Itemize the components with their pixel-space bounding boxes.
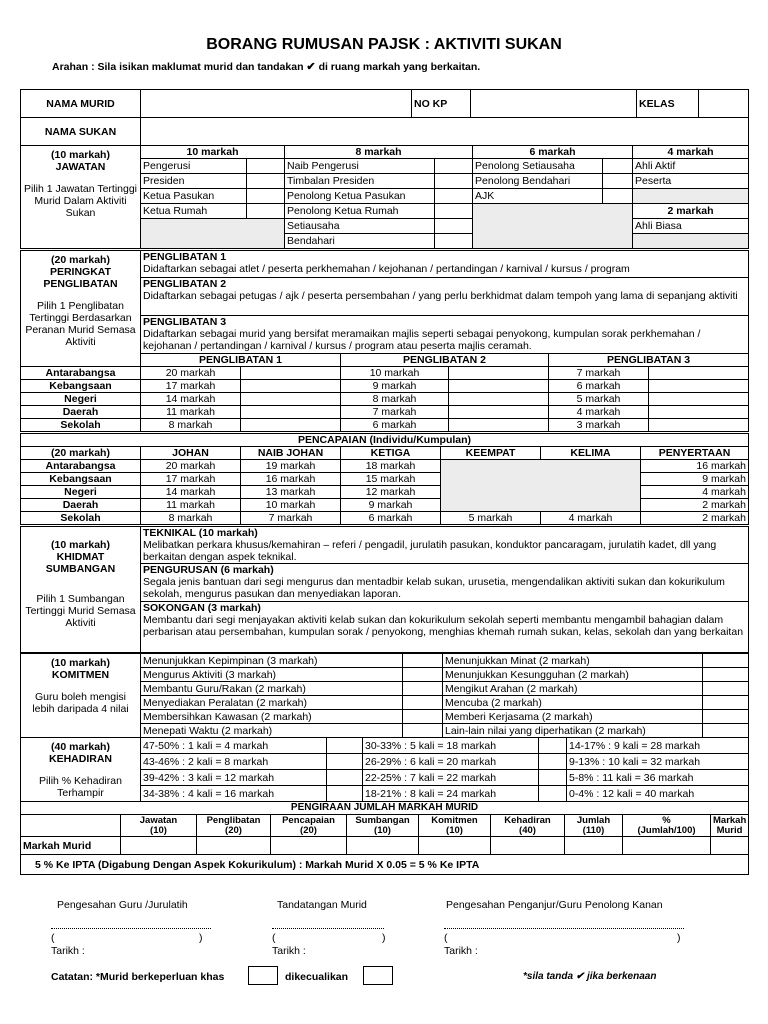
sig-penganjur-line[interactable] xyxy=(444,918,684,929)
jawatan-check[interactable] xyxy=(435,159,473,174)
penglibatan-2-title: PENGLIBATAN 2 xyxy=(143,278,227,290)
jawatan-item: Ahli Biasa xyxy=(633,219,749,234)
kehadiran-label-cell xyxy=(21,738,141,802)
score-sumbangan[interactable] xyxy=(347,837,419,855)
khidmat-sokongan[interactable] xyxy=(141,602,749,653)
dikecualikan-checkbox[interactable] xyxy=(363,966,393,985)
jawatan-check[interactable] xyxy=(603,174,633,189)
check[interactable] xyxy=(539,738,567,754)
jawatan-check[interactable] xyxy=(247,159,285,174)
check[interactable] xyxy=(403,696,443,710)
mark[interactable]: 19 markah xyxy=(241,460,341,473)
score-kehadiran[interactable] xyxy=(491,837,565,855)
mark[interactable]: 12 markah xyxy=(341,486,441,499)
check[interactable] xyxy=(449,367,549,380)
khidmat-marks: (10 markah) xyxy=(51,539,110,551)
mark[interactable]: 5 markah xyxy=(441,512,541,525)
head-jawatan: Jawatan (10) xyxy=(121,815,197,837)
score-jumlah[interactable] xyxy=(565,837,623,855)
header-6-markah: 6 markah xyxy=(473,146,633,159)
mark: 14 markah xyxy=(141,393,241,406)
jawatan-item: Pengerusi xyxy=(141,159,247,174)
jawatan-item: Presiden xyxy=(141,174,247,189)
jawatan-check[interactable] xyxy=(247,204,285,219)
jawatan-item: Ketua Pasukan xyxy=(141,189,247,204)
komitmen-table xyxy=(20,653,749,738)
penglibatan-label: PERINGKAT PENGLIBATAN xyxy=(43,266,118,290)
kehadiran-option: 26-29% : 6 kali = 20 markah xyxy=(363,754,539,770)
penglibatan-table xyxy=(20,250,749,432)
dikecualikan-label: dikecualikan xyxy=(285,971,349,983)
head-pencapaian: Pencapaian (20) xyxy=(271,815,347,837)
kehadiran-label: KEHADIRAN xyxy=(49,753,112,765)
penglibatan-label-cell xyxy=(21,251,141,367)
catatan-label: Catatan: *Murid berkeperluan khas xyxy=(51,971,225,983)
check[interactable] xyxy=(703,696,749,710)
check[interactable] xyxy=(241,393,341,406)
mark[interactable]: 13 markah xyxy=(241,486,341,499)
head-kehadiran: Kehadiran (40) xyxy=(491,815,565,837)
mark: 11 markah xyxy=(141,406,241,419)
jawatan-marks: (10 markah) xyxy=(51,149,110,161)
head-ketiga: KETIGA xyxy=(341,447,441,460)
komitmen-label-cell xyxy=(21,654,141,738)
jawatan-blank xyxy=(473,204,633,249)
pencapaian-marks: (20 markah) xyxy=(21,447,141,460)
penglibatan-2-desc: Didaftarkan sebagai petugas / ajk / peserta persembahan / yang perlu berkhidmat dalam tempoh yang lama di sepanjang aktiviti xyxy=(143,290,738,302)
khidmat-label: KHIDMAT SUMBANGAN xyxy=(45,551,116,575)
jawatan-table xyxy=(20,145,749,249)
khidmat-desc: Pilih 1 Sumbangan Tertinggi Murid Semasa Aktiviti xyxy=(25,593,136,629)
mark[interactable]: 15 markah xyxy=(341,473,441,486)
head-jumlah: Jumlah (110) xyxy=(565,815,623,837)
jawatan-check[interactable] xyxy=(247,189,285,204)
check[interactable] xyxy=(327,754,363,770)
jawatan-label-cell xyxy=(21,146,141,249)
kehadiran-option: 18-21% : 8 kali = 24 markah xyxy=(363,786,539,802)
paren-close: ) xyxy=(677,932,681,944)
tarikh-penganjur[interactable]: Tarikh : xyxy=(444,945,478,957)
level: Kebangsaan xyxy=(21,473,141,486)
penglibatan-marks: (20 markah) xyxy=(51,254,110,266)
mark[interactable]: 14 markah xyxy=(141,486,241,499)
komitmen-item: Menepati Waktu (2 markah) xyxy=(141,724,403,738)
score-jawatan[interactable] xyxy=(121,837,197,855)
level: Sekolah xyxy=(21,419,141,432)
level: Negeri xyxy=(21,486,141,499)
komitmen-item: Menyediakan Peralatan (2 markah) xyxy=(141,696,403,710)
pencapaian-blank xyxy=(441,460,641,512)
komitmen-item: Menunjukkan Kepimpinan (3 markah) xyxy=(141,654,403,668)
kehadiran-option: 22-25% : 7 kali = 22 markah xyxy=(363,770,539,786)
head-peratus: % (Jumlah/100) xyxy=(623,815,711,837)
jawatan-check[interactable] xyxy=(435,219,473,234)
mark[interactable]: 11 markah xyxy=(141,499,241,512)
head-kelima: KELIMA xyxy=(541,447,641,460)
label-no-kp: NO KP xyxy=(412,90,471,118)
check[interactable] xyxy=(327,738,363,754)
head-keempat: KEEMPAT xyxy=(441,447,541,460)
check[interactable] xyxy=(649,419,749,432)
jawatan-item: Timbalan Presiden xyxy=(285,174,435,189)
komitmen-desc: Guru boleh mengisi lebih daripada 4 nilai xyxy=(32,691,129,715)
jawatan-item: Ahli Aktif xyxy=(633,159,749,174)
check[interactable] xyxy=(403,668,443,682)
kehadiran-option: 39-42% : 3 kali = 12 markah xyxy=(141,770,327,786)
check[interactable] xyxy=(539,754,567,770)
jawatan-desc: Pilih 1 Jawatan Tertinggi Murid Dalam Aktiviti Sukan xyxy=(23,183,138,219)
mark: 17 markah xyxy=(141,380,241,393)
check[interactable] xyxy=(403,710,443,724)
input-kelas[interactable] xyxy=(699,90,749,118)
mark: 5 markah xyxy=(549,393,649,406)
pengurusan-desc: Segala jenis bantuan dari segi mengurus dan mentadbir kelab sukan, urusetia, mengendalikan aktiviti sukan dan kokurikulum sekolah, mengurus pasukan dan menyediakan laporan. xyxy=(143,576,725,600)
row-markah-murid: Markah Murid xyxy=(21,837,121,855)
label-nama-sukan: NAMA SUKAN xyxy=(21,118,141,146)
check[interactable] xyxy=(241,419,341,432)
pengiraan-corner xyxy=(21,815,121,837)
tick-note: *sila tanda ✔ jika berkenaan xyxy=(523,971,657,982)
mark: 7 markah xyxy=(549,367,649,380)
jawatan-blank xyxy=(633,234,749,249)
tarikh-murid[interactable]: Tarikh : xyxy=(272,945,306,957)
jawatan-check[interactable] xyxy=(435,204,473,219)
pengurusan-title: PENGURUSAN (6 markah) xyxy=(143,564,274,576)
jawatan-check[interactable] xyxy=(435,189,473,204)
head-johan: JOHAN xyxy=(141,447,241,460)
head-penglibatan-1: PENGLIBATAN 1 xyxy=(141,354,341,367)
input-nama-sukan[interactable] xyxy=(141,118,749,146)
check[interactable] xyxy=(649,380,749,393)
mark: 3 markah xyxy=(549,419,649,432)
komitmen-item: Mengikut Arahan (2 markah) xyxy=(443,682,703,696)
jawatan-blank xyxy=(633,189,749,204)
paren-open: ( xyxy=(444,932,448,944)
check[interactable] xyxy=(703,682,749,696)
mark: 8 markah xyxy=(141,419,241,432)
score-pencapaian[interactable] xyxy=(271,837,347,855)
instruction-text-end: di ruang markah yang berkaitan. xyxy=(318,61,481,73)
jawatan-check[interactable] xyxy=(435,174,473,189)
mark[interactable]: 9 markah xyxy=(641,473,749,486)
komitmen-item: Menunjukkan Minat (2 markah) xyxy=(443,654,703,668)
mark[interactable]: 4 markah xyxy=(641,486,749,499)
head-komitmen: Komitmen (10) xyxy=(419,815,491,837)
check[interactable] xyxy=(649,367,749,380)
komitmen-item: Membantu Guru/Rakan (2 markah) xyxy=(141,682,403,696)
header-8-markah: 8 markah xyxy=(285,146,473,159)
level: Kebangsaan xyxy=(21,380,141,393)
mark: 4 markah xyxy=(549,406,649,419)
jawatan-item: Penolong Ketua Pasukan xyxy=(285,189,435,204)
kehadiran-table xyxy=(20,737,749,802)
jawatan-item: Naib Pengerusi xyxy=(285,159,435,174)
pengiraan-title: PENGIRAAN JUMLAH MARKAH MURID xyxy=(21,802,749,815)
sig-penganjur-label: Pengesahan Penganjur/Guru Penolong Kanan xyxy=(446,899,663,911)
sig-murid-line[interactable] xyxy=(272,918,384,929)
mark: 9 markah xyxy=(341,380,449,393)
pengiraan-table xyxy=(20,801,749,875)
jawatan-item: Peserta xyxy=(633,174,749,189)
instruction-text: Arahan : Sila isikan maklumat murid dan tandakan xyxy=(52,61,304,73)
teknikal-desc: Melibatkan perkara khusus/kemahiran – referi / pengadil, jurulatih pasukan, konduktor pancaragam, jurulatih kadet, dll yang berkaitan dengan aspek teknikal. xyxy=(143,539,717,563)
check[interactable] xyxy=(241,367,341,380)
check[interactable] xyxy=(703,724,749,738)
check[interactable] xyxy=(703,668,749,682)
check[interactable] xyxy=(449,419,549,432)
mark[interactable]: 20 markah xyxy=(141,460,241,473)
head-penglibatan-3: PENGLIBATAN 3 xyxy=(549,354,749,367)
komitmen-item: Menunjukkan Kesungguhan (2 markah) xyxy=(443,668,703,682)
jawatan-blank xyxy=(141,219,285,249)
penglibatan-3-desc: Didaftarkan sebagai murid yang bersifat meramaikan majlis seperti sebagai penyokong, kumpulan sorak perkhemahan / kejohanan / pertandingan / karnival / kursus / program atau peserta majlis ceramah. xyxy=(143,328,701,352)
jawatan-label: JAWATAN xyxy=(55,161,106,173)
teknikal-title: TEKNIKAL (10 markah) xyxy=(143,527,258,539)
head-penglibatan-2: PENGLIBATAN 2 xyxy=(341,354,549,367)
penglibatan-1-desc: Didaftarkan sebagai atlet / peserta perkhemahan / kejohanan / pertandingan / karnival / kursus / program xyxy=(143,263,630,275)
sokongan-title: SOKONGAN (3 markah) xyxy=(143,602,261,614)
mark: 20 markah xyxy=(141,367,241,380)
head-markah-murid: Markah Murid xyxy=(711,815,749,837)
kehadiran-option: 43-46% : 2 kali = 8 markah xyxy=(141,754,327,770)
mark[interactable]: 8 markah xyxy=(141,512,241,525)
khidmat-label-cell xyxy=(21,527,141,653)
head-penglibatan: Penglibatan (20) xyxy=(197,815,271,837)
score-peratus[interactable] xyxy=(623,837,711,855)
ipta-formula: 5 % Ke IPTA (Digabung Dengan Aspek Kokurikulum) : Markah Murid X 0.05 = 5 % Ke IPTA xyxy=(21,855,749,875)
penglibatan-1-title: PENGLIBATAN 1 xyxy=(143,251,227,263)
murid-khas-checkbox[interactable] xyxy=(248,966,278,985)
jawatan-item: Penolong Setiausaha xyxy=(473,159,603,174)
mark[interactable]: 16 markah xyxy=(241,473,341,486)
check[interactable] xyxy=(403,724,443,738)
mark[interactable]: 17 markah xyxy=(141,473,241,486)
kehadiran-option: 34-38% : 4 kali = 16 markah xyxy=(141,786,327,802)
jawatan-item: Ketua Rumah xyxy=(141,204,247,219)
head-penyertaan: PENYERTAAN xyxy=(641,447,749,460)
khidmat-teknikal[interactable] xyxy=(141,527,749,564)
label-nama-murid: NAMA MURID xyxy=(21,90,141,118)
komitmen-item: Membersihkan Kawasan (2 markah) xyxy=(141,710,403,724)
check[interactable] xyxy=(327,770,363,786)
mark[interactable]: 4 markah xyxy=(541,512,641,525)
kehadiran-marks: (40 markah) xyxy=(51,741,110,753)
header-2-markah: 2 markah xyxy=(633,204,749,219)
tarikh-guru[interactable]: Tarikh : xyxy=(51,945,85,957)
mark: 10 markah xyxy=(341,367,449,380)
paren-close: ) xyxy=(199,932,203,944)
check[interactable] xyxy=(449,406,549,419)
sig-murid-label: Tandatangan Murid xyxy=(277,899,367,911)
score-markah-murid[interactable] xyxy=(711,837,749,855)
check[interactable] xyxy=(449,380,549,393)
jawatan-check[interactable] xyxy=(247,174,285,189)
pencapaian-title: PENCAPAIAN (Individu/Kumpulan) xyxy=(21,434,749,447)
kehadiran-option: 47-50% : 1 kali = 4 markah xyxy=(141,738,327,754)
jawatan-check[interactable] xyxy=(603,189,633,204)
mark[interactable]: 6 markah xyxy=(341,512,441,525)
header-4-markah: 4 markah xyxy=(633,146,749,159)
input-nama-murid[interactable] xyxy=(141,90,412,118)
sig-guru-line[interactable] xyxy=(51,918,211,929)
level: Antarabangsa xyxy=(21,367,141,380)
jawatan-item: AJK xyxy=(473,189,603,204)
kehadiran-option[interactable]: 5-8% : 11 kali = 36 markah xyxy=(567,770,749,786)
mark: 6 markah xyxy=(549,380,649,393)
khidmat-pengurusan[interactable] xyxy=(141,564,749,602)
check[interactable] xyxy=(649,406,749,419)
jawatan-item: Penolong Bendahari xyxy=(473,174,603,189)
check[interactable] xyxy=(539,786,567,802)
check[interactable] xyxy=(449,393,549,406)
level: Sekolah xyxy=(21,512,141,525)
kehadiran-desc: Pilih % Kehadiran Terhampir xyxy=(39,775,122,799)
komitmen-marks: (10 markah) xyxy=(51,657,110,669)
komitmen-item: Lain-lain nilai yang diperhatikan (2 markah) xyxy=(443,724,703,738)
komitmen-label: KOMITMEN xyxy=(51,669,110,681)
penglibatan-3-title: PENGLIBATAN 3 xyxy=(143,316,227,328)
label-kelas: KELAS xyxy=(637,90,699,118)
mark[interactable]: 7 markah xyxy=(241,512,341,525)
check[interactable] xyxy=(403,682,443,696)
jawatan-check[interactable] xyxy=(603,159,633,174)
input-no-kp[interactable] xyxy=(471,90,637,118)
check[interactable] xyxy=(241,406,341,419)
jawatan-check[interactable] xyxy=(435,234,473,249)
khidmat-table xyxy=(20,526,749,653)
check[interactable] xyxy=(241,380,341,393)
level: Antarabangsa xyxy=(21,460,141,473)
check[interactable] xyxy=(649,393,749,406)
score-penglibatan[interactable] xyxy=(197,837,271,855)
page-title: BORANG RUMUSAN PAJSK : AKTIVITI SUKAN xyxy=(206,36,562,53)
mark: 6 markah xyxy=(341,419,449,432)
komitmen-item: Memberi Kerjasama (2 markah) xyxy=(443,710,703,724)
tick-icon: ✔ xyxy=(306,61,316,73)
jawatan-item: Penolong Ketua Rumah xyxy=(285,204,435,219)
sig-guru-label: Pengesahan Guru /Jurulatih xyxy=(57,899,188,911)
check[interactable] xyxy=(703,710,749,724)
level: Negeri xyxy=(21,393,141,406)
kehadiran-option: 30-33% : 5 kali = 18 markah xyxy=(363,738,539,754)
penglibatan-desc: Pilih 1 Penglibatan Tertinggi Berdasarkan Peranan Murid Semasa Aktiviti xyxy=(25,300,136,348)
kehadiran-option[interactable]: 9-13% : 10 kali = 32 markah xyxy=(567,754,749,770)
score-komitmen[interactable] xyxy=(419,837,491,855)
mark[interactable]: 16 markah xyxy=(641,460,749,473)
mark[interactable]: 2 markah xyxy=(641,499,749,512)
head-naib-johan: NAIB JOHAN xyxy=(241,447,341,460)
info-table xyxy=(20,89,749,146)
jawatan-item: Setiausaha xyxy=(285,219,435,234)
komitmen-item: Mengurus Aktiviti (3 markah) xyxy=(141,668,403,682)
level: Daerah xyxy=(21,499,141,512)
kehadiran-option[interactable]: 0-4% : 12 kali = 40 markah xyxy=(567,786,749,802)
paren-open: ( xyxy=(272,932,276,944)
jawatan-item: Bendahari xyxy=(285,234,435,249)
check[interactable] xyxy=(403,654,443,668)
mark[interactable]: 2 markah xyxy=(641,512,749,525)
sokongan-desc: Membantu dari segi menjayakan aktiviti kelab sukan dan kokurikulum sekolah seperti membantu mengambil bahagian dalam perbarisan atau persembahan, kumpulan sorak / penyokong, menghias khemah rumah sukan, kelas, sekolah dan yang berkaitan xyxy=(143,614,744,638)
mark[interactable]: 18 markah xyxy=(341,460,441,473)
paren-close: ) xyxy=(382,932,386,944)
komitmen-item: Mencuba (2 markah) xyxy=(443,696,703,710)
instruction xyxy=(52,60,480,73)
pencapaian-table xyxy=(20,433,749,525)
paren-open: ( xyxy=(51,932,55,944)
check[interactable] xyxy=(327,786,363,802)
mark: 8 markah xyxy=(341,393,449,406)
check[interactable] xyxy=(539,770,567,786)
mark: 7 markah xyxy=(341,406,449,419)
head-sumbangan: Sumbangan (10) xyxy=(347,815,419,837)
kehadiran-option[interactable]: 14-17% : 9 kali = 28 markah xyxy=(567,738,749,754)
mark[interactable]: 9 markah xyxy=(341,499,441,512)
check[interactable] xyxy=(703,654,749,668)
mark[interactable]: 10 markah xyxy=(241,499,341,512)
level: Daerah xyxy=(21,406,141,419)
header-10-markah: 10 markah xyxy=(141,146,285,159)
